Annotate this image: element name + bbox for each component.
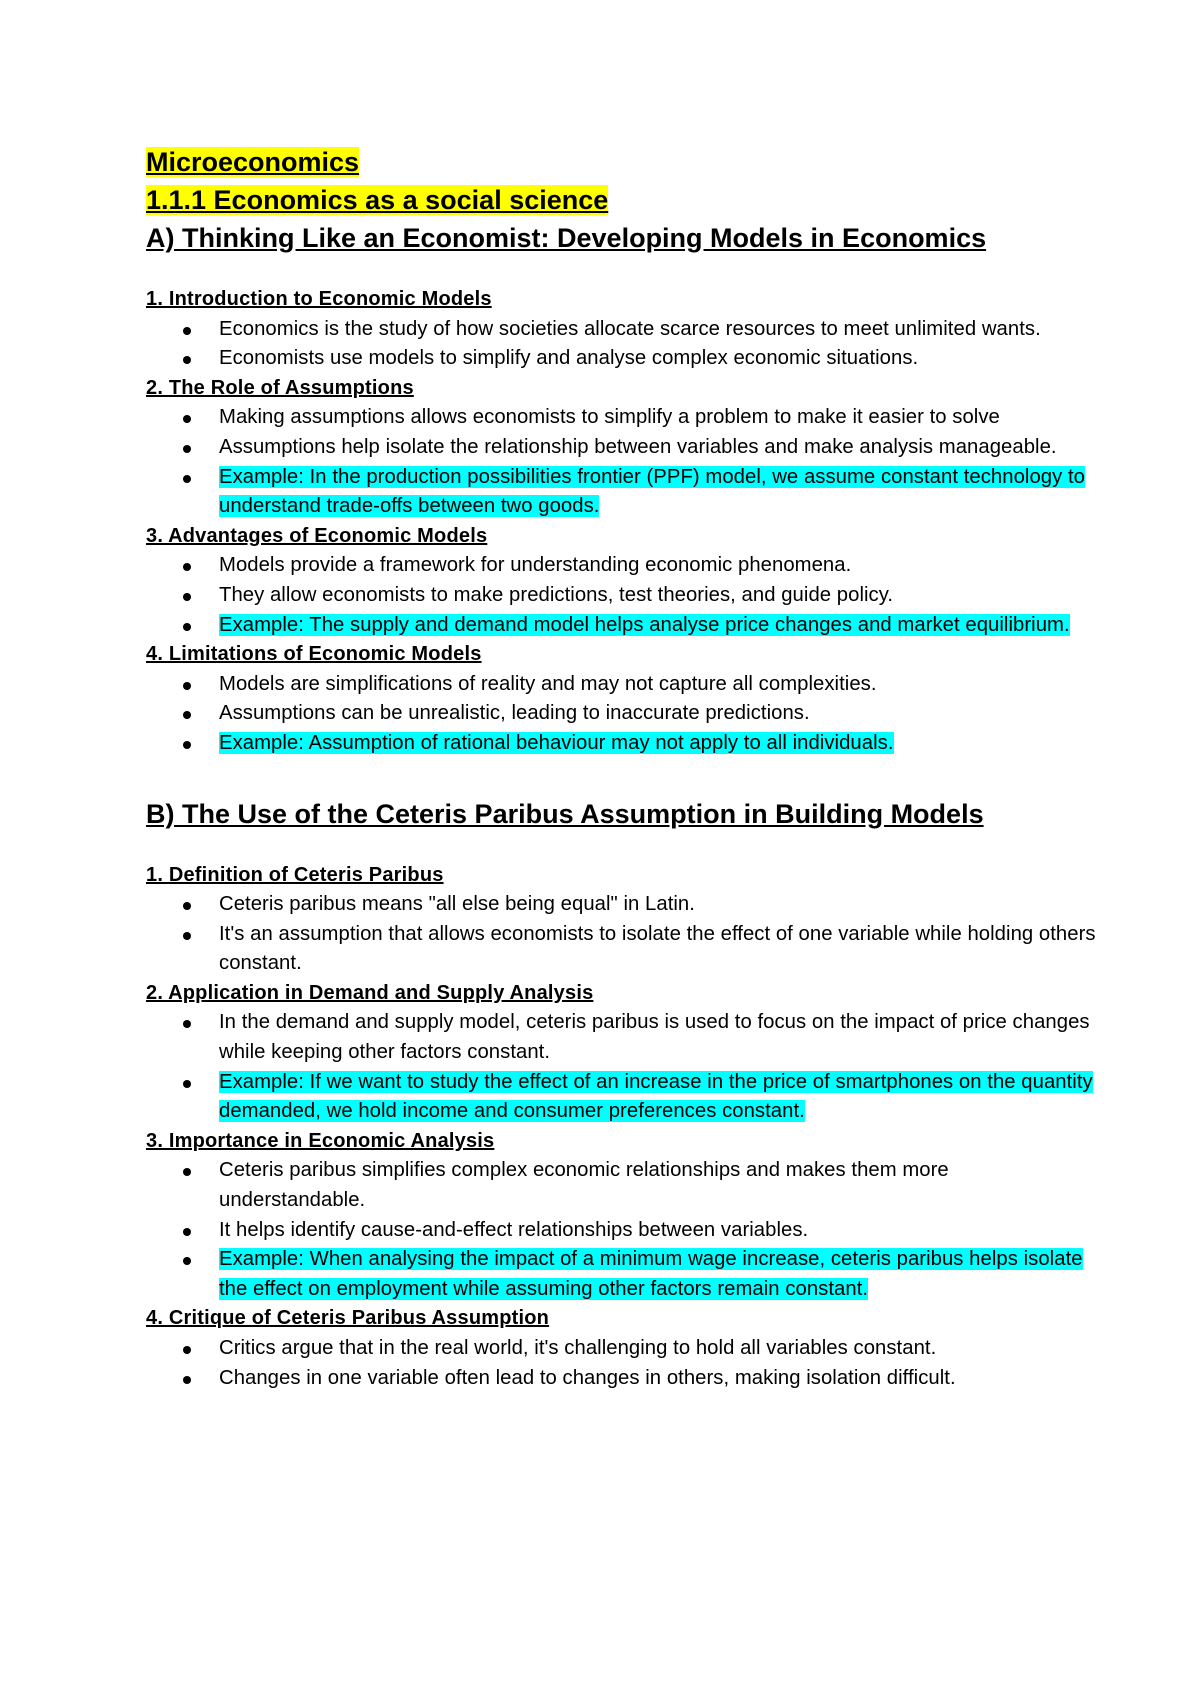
bullet-icon (183, 445, 191, 453)
list-item: Making assumptions allows economists to simplify a problem to make it easier to solve (146, 403, 1096, 433)
bullet-icon (183, 711, 191, 719)
list-item: Example: When analysing the impact of a minimum wage increase, ceteris paribus helps isolate the effect on employment while assuming other factors remain constant. (146, 1245, 1096, 1304)
list-item: Models are simplifications of reality and may not capture all complexities. (146, 670, 1096, 700)
section-b-sub-2-heading: 2. Application in Demand and Supply Analysis (146, 981, 594, 1004)
bullet-icon (183, 327, 191, 335)
list-item: Example: Assumption of rational behaviour may not apply to all individuals. (146, 729, 1096, 759)
section-b-heading: B) The Use of the Ceteris Paribus Assumption in Building Models (146, 798, 984, 829)
list-item: Assumptions help isolate the relationship between variables and make analysis manageable. (146, 433, 1096, 463)
list-item: Economists use models to simplify and analyse complex economic situations. (146, 344, 1096, 374)
bullet-icon (183, 1168, 191, 1176)
list-item: In the demand and supply model, ceteris paribus is used to focus on the impact of price changes while keeping other factors constant. (146, 1008, 1096, 1067)
bullet-icon (183, 741, 191, 749)
list-item: It helps identify cause-and-effect relationships between variables. (146, 1216, 1096, 1246)
section-a-sub-2-list (146, 403, 1096, 521)
list-item: Models provide a framework for understanding economic phenomena. (146, 551, 1096, 581)
section-b-sub-1-heading: 1. Definition of Ceteris Paribus (146, 863, 444, 886)
bullet-icon (183, 623, 191, 631)
list-item: Assumptions can be unrealistic, leading to inaccurate predictions. (146, 699, 1096, 729)
list-item: Example: The supply and demand model helps analyse price changes and market equilibrium. (146, 611, 1096, 641)
list-item: Economics is the study of how societies allocate scarce resources to meet unlimited wants. (146, 315, 1096, 345)
section-b-sub-1-list (146, 890, 1096, 979)
section-b-sub-4-list (146, 1334, 1096, 1393)
section-a-sub-4-heading: 4. Limitations of Economic Models (146, 643, 482, 666)
bullet-icon (183, 1080, 191, 1088)
bullet-icon (183, 1228, 191, 1236)
list-item: Critics argue that in the real world, it's challenging to hold all variables constant. (146, 1334, 1096, 1364)
section-a-heading: A) Thinking Like an Economist: Developing Models in Economics (146, 223, 987, 253)
section-a-sub-1-list (146, 315, 1096, 374)
list-item: It's an assumption that allows economists to isolate the effect of one variable while holding others constant. (146, 920, 1096, 979)
bullet-icon (183, 1376, 191, 1384)
bullet-icon (183, 1346, 191, 1354)
section-a-sub-3-list (146, 551, 1096, 640)
bullet-icon (183, 1257, 191, 1265)
section-a-sub-2-heading: 2. The Role of Assumptions (146, 376, 414, 399)
section-a-sub-3-heading: 3. Advantages of Economic Models (146, 524, 488, 547)
bullet-icon (183, 902, 191, 910)
bullet-icon (183, 682, 191, 690)
bullet-icon (183, 932, 191, 940)
subject-title: Microeconomics (146, 147, 360, 177)
list-item: Ceteris paribus means "all else being equal" in Latin. (146, 890, 1096, 920)
list-item: They allow economists to make predictions, test theories, and guide policy. (146, 581, 1096, 611)
bullet-icon (183, 563, 191, 571)
document-page (146, 143, 1096, 1393)
section-b-sub-2-list (146, 1008, 1096, 1126)
bullet-icon (183, 1020, 191, 1028)
list-item: Ceteris paribus simplifies complex economic relationships and makes them more understandable. (146, 1156, 1096, 1215)
bullet-icon (183, 593, 191, 601)
section-b-sub-3-list (146, 1156, 1096, 1304)
list-item: Changes in one variable often lead to changes in others, making isolation difficult. (146, 1364, 1096, 1394)
bullet-icon (183, 415, 191, 423)
topic-title: 1.1.1 Economics as a social science (146, 185, 609, 215)
bullet-icon (183, 475, 191, 483)
section-b-sub-4-heading: 4. Critique of Ceteris Paribus Assumption (146, 1307, 550, 1330)
section-b-sub-3-heading: 3. Importance in Economic Analysis (146, 1129, 495, 1152)
section-a-sub-1-heading: 1. Introduction to Economic Models (146, 288, 492, 310)
list-item: Example: If we want to study the effect of an increase in the price of smartphones on the quantity demanded, we hold income and consumer preferences constant. (146, 1068, 1096, 1127)
list-item: Example: In the production possibilities frontier (PPF) model, we assume constant technology to understand trade-offs between two goods. (146, 463, 1096, 522)
bullet-icon (183, 356, 191, 364)
section-a-sub-4-list (146, 670, 1096, 759)
